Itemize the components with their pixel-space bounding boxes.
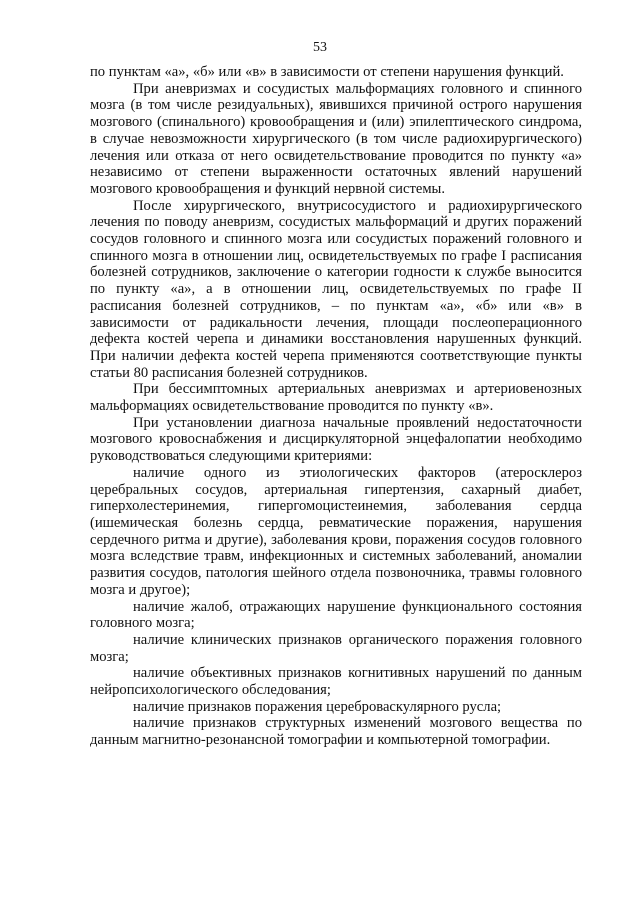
paragraph: После хирургического, внутрисосудистого и радиохирургического лечения по поводу аневризм, сосудистых мальформаций и других поражений сосудов головного и спинного мозга или сосудистых поражений головного и спинного мозга в отношении лиц, освидетельствуемых по графе I расписания болезней сотрудников, заключение о категории годности к службе выносится по пункту «а», а в отношении лиц, освидетельствуемых по графе II расписания болезней сотрудников, – по пунктам «а», «б» или «в» в зависимости от радикальности лечения, площади послеоперационного дефекта костей черепа и динамики восстановления нарушенных функций. При наличии дефекта костей черепа применяются соответствующие пункты статьи 80 расписания болезней сотрудников. xyxy=(90,197,582,381)
page-number: 53 xyxy=(313,40,327,55)
paragraph: При бессимптомных артериальных аневризмах и артериовенозных мальформациях освидетельствование проводится по пункту «в». xyxy=(90,381,582,415)
paragraph: При аневризмах и сосудистых мальформациях головного и спинного мозга (в том числе резидуальных), явившихся причиной острого нарушения мозгового (спинального) кровообращения и (или) эпилептического синдрома, в случае невозможности хирургического (в том числе радиохирургического) лечения или отказа от него освидетельствование проводится по пункту «а» независимо от степени выраженности остаточных явлений нарушений мозгового кровообращения и функций нервной системы. xyxy=(90,80,582,197)
paragraph: наличие объективных признаков когнитивных нарушений по данным нейропсихологического обследования; xyxy=(90,665,582,699)
paragraph: При установлении диагноза начальные проявлений недостаточности мозгового кровоснабжения и дисциркуляторной энцефалопатии необходимо руководствоваться следующими критериями: xyxy=(90,414,582,465)
paragraph: по пунктам «а», «б» или «в» в зависимости от степени нарушения функций. xyxy=(90,64,564,80)
paragraph: наличие одного из этиологических факторов (атеросклероз церебральных сосудов, артериальная гипертензия, сахарный диабет, гиперхолестеринемия, гипергомоцистеинемия, заболевания сердца (ишемическая болезнь сердца, ревматические поражения, нарушения сердечного ритма и другие), заболевания крови, поражения сосудов головного мозга вследствие травм, инфекционных и системных заболеваний, аномалии развития сосудов, патология шейного отдела позвоночника, травмы головного мозга и другое); xyxy=(90,464,582,598)
paragraph: наличие признаков структурных изменений мозгового вещества по данным магнитно-резонансной томографии и компьютерной томографии. xyxy=(90,715,582,749)
body-text xyxy=(90,64,582,749)
paragraph: наличие признаков поражения цереброваскулярного русла; xyxy=(133,698,502,715)
paragraph: наличие клинических признаков органического поражения головного мозга; xyxy=(90,631,582,665)
paragraph: наличие жалоб, отражающих нарушение функционального состояния головного мозга; xyxy=(90,598,582,632)
